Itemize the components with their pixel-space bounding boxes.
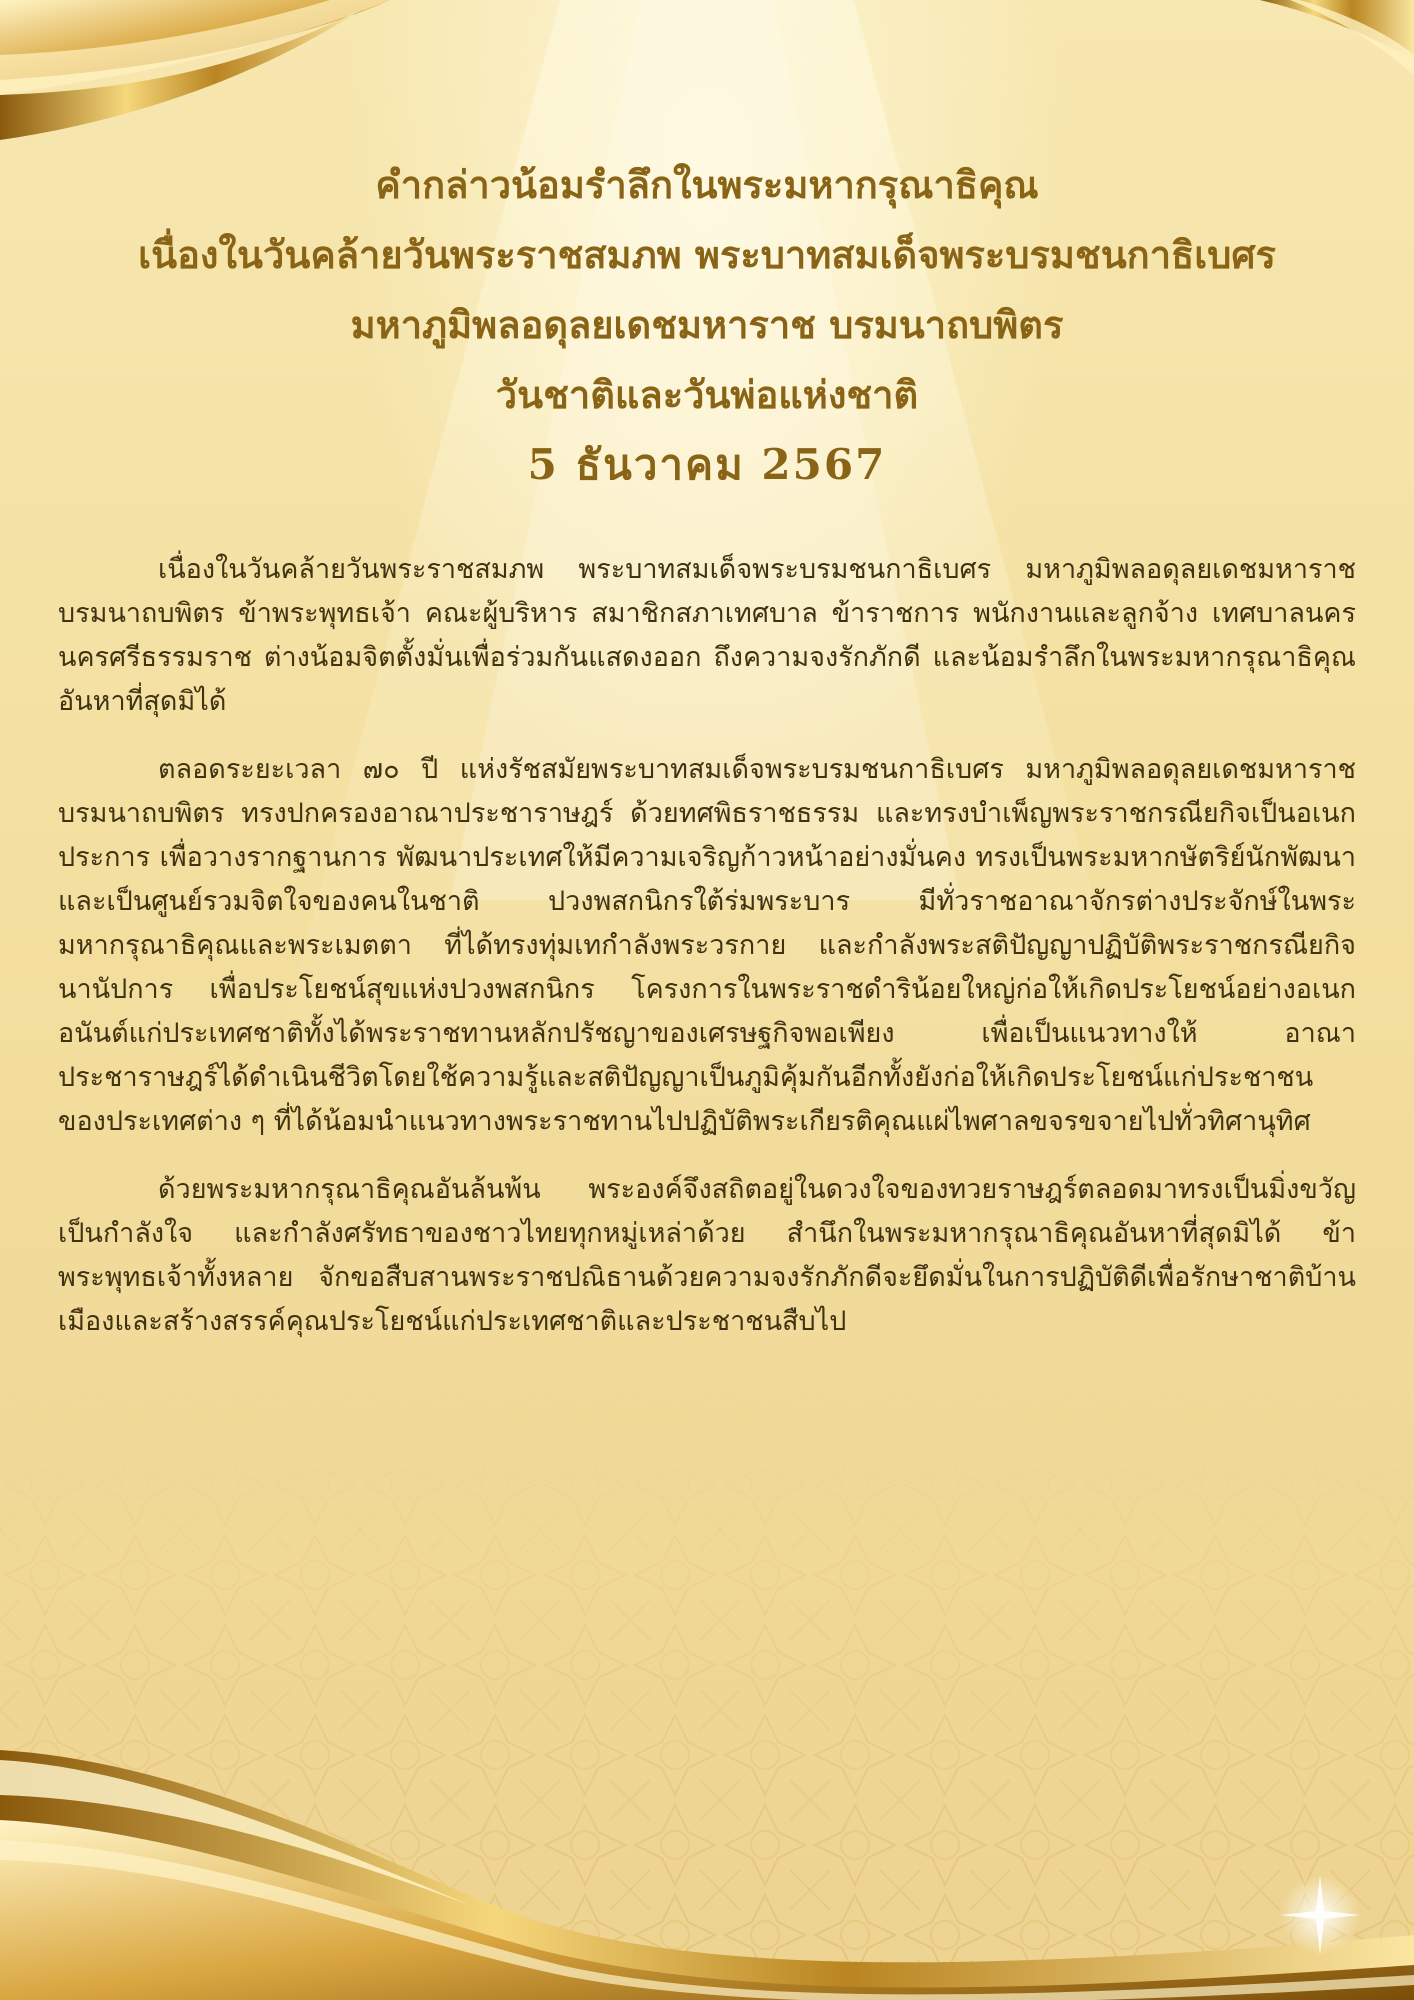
paragraph-3: ด้วยพระมหากรุณาธิคุณอันล้นพ้น พระองค์จึงสถิตอยู่ในดวงใจของทวยราษฎร์ตลอดมาทรงเป็นมิ่งขวัญ เป็นกำลังใจ และกำลังศรัทธาของชาวไทยทุกหมู่เหล่าด้วย สำนึกในพระมหากรุณาธิคุณอันหาที่สุดมิได้ ข้าพระพุทธเจ้าทั้งหลาย จักขอสืบสานพระราชปณิธานด้วยความจงรักภักดีจะยึดมั่นในการปฏิบัติดีเพื่อรักษาชาติบ้านเมืองและสร้างสรรค์คุณประโยชน์แก่ประเทศชาติและประชาชนสืบไป (58, 1174, 1356, 1337)
paragraph-1: เนื่องในวันคล้ายวันพระราชสมภพ พระบาทสมเด็จพระบรมชนกาธิเบศร มหาภูมิพลอดุลยเดชมหาราช บรมนาถบพิตร ข้าพระพุทธเจ้า คณะผู้บริหาร สมาชิกสภาเทศบาล ข้าราชการ พนักงานและลูกจ้าง เทศบาลนครนครศรีธรรมราช ต่างน้อมจิตตั้งมั่นเพื่อร่วมกันแสดงออก ถึงความจงรักภักดี และน้อมรำลึกในพระมหากรุณาธิคุณ อันหาที่สุดมิได้ (58, 554, 1356, 717)
title-line-4: วันชาติและวันพ่อแห่งชาติ (495, 372, 919, 417)
document-body (58, 548, 1356, 1344)
document-content (58, 150, 1356, 1368)
document-title (58, 150, 1356, 500)
title-line-2: เนื่องในวันคล้ายวันพระราชสมภพ พระบาทสมเด็จพระบรมชนกาธิเบศร (138, 232, 1276, 277)
title-line-1: คำกล่าวน้อมรำลึกในพระมหากรุณาธิคุณ (375, 162, 1039, 207)
paragraph-2: ตลอดระยะเวลา ๗๐ ปี แห่งรัชสมัยพระบาทสมเด็จพระบรมชนกาธิเบศร มหาภูมิพลอดุลยเดชมหาราช บรมนาถบพิตร ทรงปกครองอาณาประชาราษฎร์ ด้วยทศพิธราชธรรม และทรงบำเพ็ญพระราชกรณียกิจเป็นอเนกประการ เพื่อวางรากฐานการ พัฒนาประเทศให้มีความเจริญก้าวหน้าอย่างมั่นคง ทรงเป็นพระมหากษัตริย์นักพัฒนา และเป็นศูนย์รวมจิตใจของคนในชาติ ปวงพสกนิกรใต้ร่มพระบาร มีทั่วราชอาณาจักรต่างประจักษ์ในพระมหากรุณาธิคุณและพระเมตตา ที่ได้ทรงทุ่มเทกำลังพระวรกาย และกำลังพระสติปัญญาปฏิบัติพระราชกรณียกิจนานัปการ เพื่อประโยชน์สุขแห่งปวงพสกนิกร โครงการในพระราชดำริน้อยใหญ่ก่อให้เกิดประโยชน์อย่างอเนกอนันต์แก่ประเทศชาติทั้งได้พระราชทานหลักปรัชญาของเศรษฐกิจพอเพียง เพื่อเป็นแนวทางให้ อาณาประชาราษฎร์ได้ดำเนินชีวิตโดยใช้ความรู้และสติปัญญาเป็นภูมิคุ้มกันอีกทั้งยังก่อให้เกิดประโยชน์แก่ประชาชนของประเทศต่าง ๆ ที่ได้น้อมนำแนวทางพระราชทานไปปฏิบัติพระเกียรติคุณแผ่ไพศาลขจรขจายไปทั่วทิศานุทิศ (58, 754, 1356, 1137)
document-date: 5 ธันวาคม 2567 (527, 440, 887, 489)
title-line-3: มหาภูมิพลอดุลยเดชมหาราช บรมนาถบพิตร (350, 302, 1064, 347)
